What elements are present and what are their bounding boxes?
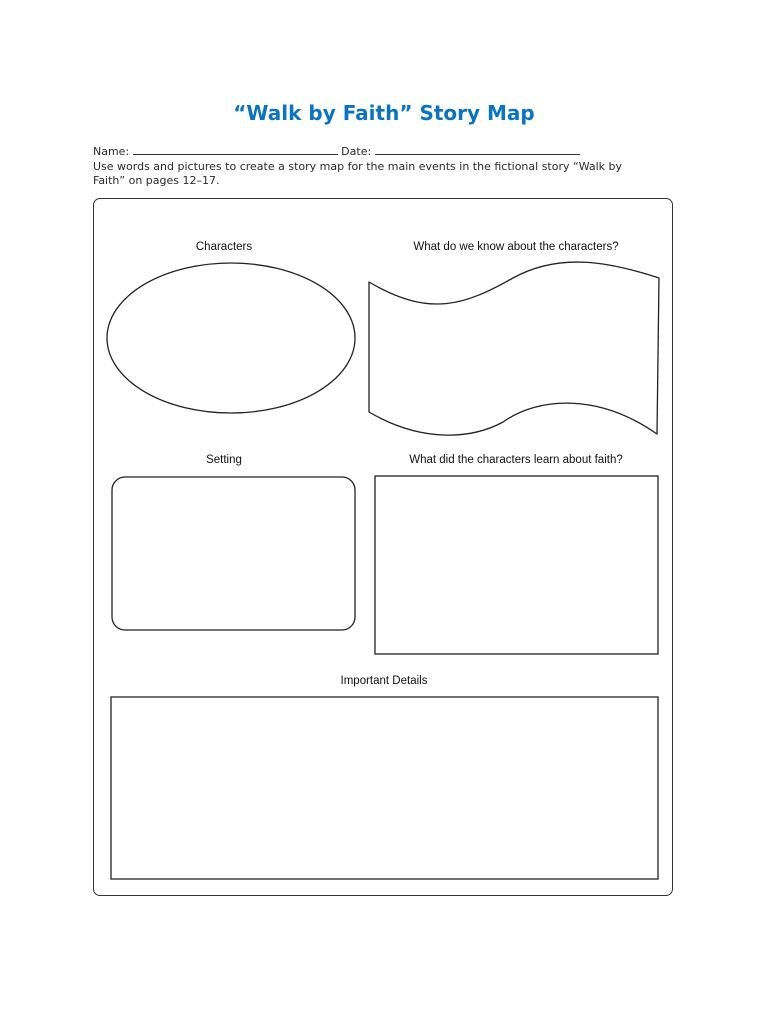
characters-oval[interactable]	[107, 263, 355, 413]
setting-box[interactable]	[112, 477, 355, 630]
name-label: Name:	[93, 145, 130, 158]
characters-label: Characters	[195, 241, 253, 253]
faith-learned-label: What did the characters learn about faith?	[409, 454, 623, 466]
instructions-line-1: Use words and pictures to create a story map for the main events in the fictional story “Walk by	[93, 159, 623, 173]
important-details-label: Important Details	[340, 675, 428, 687]
characters-known-label: What do we know about the characters?	[413, 241, 619, 253]
page-title: “Walk by Faith” Story Map	[233, 101, 535, 125]
date-label: Date:	[341, 145, 372, 158]
important-details-box[interactable]	[111, 697, 658, 879]
setting-label: Setting	[206, 454, 242, 466]
faith-learned-box[interactable]	[375, 476, 658, 654]
instructions-line-2: Faith” on pages 12–17.	[93, 174, 220, 187]
characters-known-banner[interactable]	[369, 262, 659, 435]
